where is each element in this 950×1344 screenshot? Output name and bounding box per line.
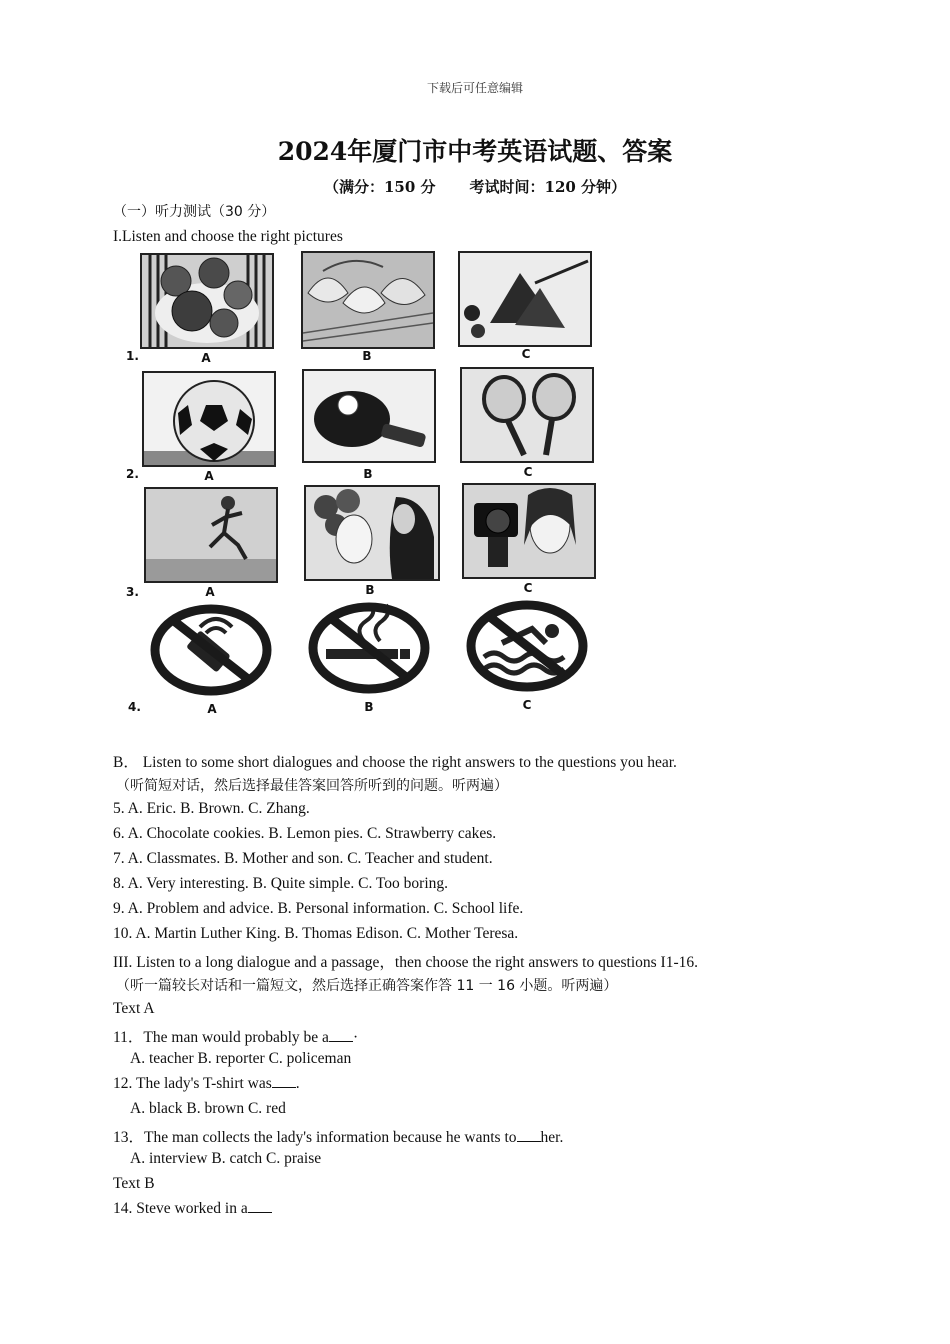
soccer-ball-icon: [142, 371, 276, 467]
option-label: B: [362, 349, 372, 363]
question-11: [113, 1025, 358, 1047]
dumplings-icon: [301, 251, 435, 349]
question-11-options: A. teacher B. reporter C. policeman: [130, 1050, 352, 1067]
option-label: A: [201, 351, 211, 365]
question-9: 9. A. Problem and advice. B. Personal information. C. School life.: [113, 900, 524, 917]
text-a-label: Text A: [113, 1000, 155, 1017]
question-number: 1.: [126, 349, 139, 363]
option-label: C: [521, 347, 531, 361]
page-title: 2024年厦门市中考英语试题、答案: [277, 137, 673, 166]
answer-blank: [329, 1029, 353, 1042]
section-heading: （一）听力测试（30 分）: [113, 204, 276, 220]
ping-pong-paddle-icon: [302, 369, 436, 463]
part3-heading: III. Listen to a long dialogue and a passage，then choose the right answers to questions I1-16.: [113, 954, 698, 971]
question-number: 2.: [126, 467, 139, 481]
question-13-tail: her.: [540, 1129, 564, 1146]
header-watermark: 下载后可任意编辑: [426, 81, 523, 95]
mooncakes-icon: [140, 253, 274, 349]
option-label: A: [204, 469, 214, 483]
full-marks: （满分：150 分: [323, 178, 436, 196]
part1-heading: I.Listen and choose the right pictures: [113, 228, 343, 245]
no-swimming-sign-icon: [462, 599, 592, 693]
question-12-tail: .: [295, 1075, 300, 1092]
no-phone-sign-icon: [146, 603, 276, 697]
picture-options-grid: [118, 245, 623, 727]
question-number: 4.: [128, 700, 141, 714]
question-number: 3.: [126, 585, 139, 599]
makeup-artist-photo-icon: [304, 485, 440, 581]
option-label: C: [523, 465, 533, 479]
zongzi-icon: [458, 251, 592, 347]
question-14: [113, 1200, 272, 1218]
answer-blank: [248, 1200, 272, 1213]
text-b-label: Text B: [113, 1175, 155, 1192]
question-5: 5. A. Eric. B. Brown. C. Zhang.: [113, 800, 310, 817]
question-12-options: A. black B. brown C. red: [130, 1100, 286, 1117]
question-13-stem: 13．The man collects the lady's information because he wants to: [113, 1129, 517, 1146]
question-6: 6. A. Chocolate cookies. B. Lemon pies. C. Strawberry cakes.: [113, 825, 497, 842]
option-label: B: [364, 700, 374, 714]
option-label: B: [363, 467, 373, 481]
exam-time: 考试时间：120 分钟）: [469, 178, 627, 196]
option-label: C: [523, 581, 533, 595]
question-12-stem: 12. The lady's T-shirt was: [113, 1075, 272, 1092]
question-14-stem: 14. Steve worked in a: [113, 1200, 248, 1217]
question-12: [113, 1075, 300, 1093]
answer-blank: [272, 1075, 296, 1088]
photographer-photo-icon: [462, 483, 596, 579]
option-label: C: [522, 698, 532, 712]
option-label: A: [205, 585, 215, 599]
question-13-options: A. interview B. catch C. praise: [130, 1150, 322, 1167]
exam-info: [0, 176, 950, 197]
question-13: [113, 1125, 563, 1147]
tennis-rackets-icon: [460, 367, 594, 463]
option-label: A: [207, 702, 217, 716]
option-label: B: [365, 583, 375, 597]
part2-note: （听简短对话，然后选择最佳答案回答所听到的问题。听两遍）: [116, 778, 508, 794]
no-smoking-sign-icon: [304, 601, 434, 695]
part3-note: （听一篇较长对话和一篇短文，然后选择正确答案作答 11 一 16 小题。听两遍）: [116, 978, 618, 994]
question-11-tail: ·: [352, 1029, 359, 1046]
answer-blank: [517, 1129, 541, 1142]
question-10: 10. A. Martin Luther King. B. Thomas Edison. C. Mother Teresa.: [113, 925, 519, 942]
question-8: 8. A. Very interesting. B. Quite simple. C. Too boring.: [113, 875, 449, 892]
question-7: 7. A. Classmates. B. Mother and son. C. Teacher and student.: [113, 850, 493, 867]
part2-heading: B． Listen to some short dialogues and choose the right answers to the questions you hear.: [113, 754, 677, 771]
question-11-stem: 11．The man would probably be a: [113, 1029, 329, 1046]
runner-photo-icon: [144, 487, 278, 583]
